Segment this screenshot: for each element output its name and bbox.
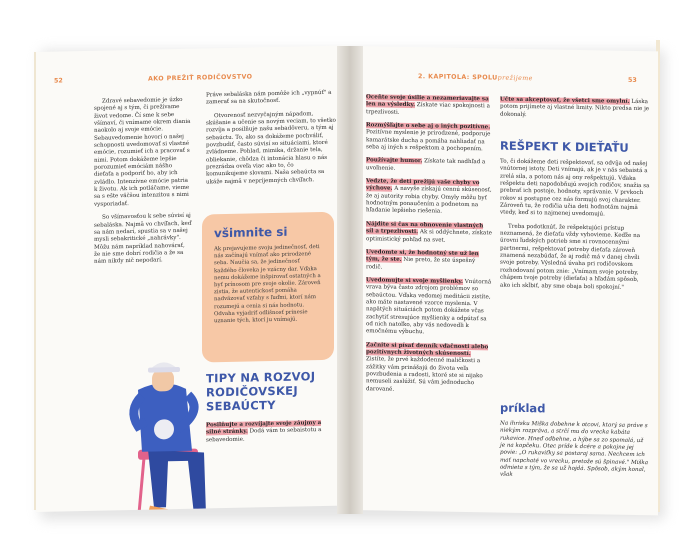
section-title: REŠPEKT K DIEŤAŤU [500,138,629,155]
right-page-number: 53 [628,76,637,84]
paragraph: Otvorenosť nezvyčajným nápadom, skúšanie a učenie sa novým veciam, to všetko rozvíja a posilňuje našu sebadôveru, a tým aj sebaúctu. To, ako sa dokážeme pochváliť, povzbudiť, často súvisí so situáciami, ktoré zvládneme. Pohlad, mimika, držanie tela, obliekanie, chôdza či intonácia hlasu o nás prezrádza oveľa viac ako to, čo komunikujeme slovami. Naša sebaúcta sa ukáže najmä v nepríjemných chvíľach. [206,110,336,186]
paragraph: So všímavosťou k sebe súvisí aj sebaláska. Najmä vo chvíľach, keď sa nám nedarí, spustia sa v našej mysli sebakritické „nahrávky". Môžu nám napríklad nahovárať, že nie sme dobrí rodičia a že sa nám nikdy nič nepodarí. [94,212,192,266]
right-running-head-bold: 2. KAPITOLA: SPOLU [418,73,498,82]
tip-item: Oceňte svoje úsilie a nezameriavajte sa len na výsledky. Získate viac spokojnosti a trpezlivosti. [366,94,490,116]
right-column-2-lead [500,97,650,122]
left-column-1 [94,97,192,273]
tip-item: Rozmýšľajte o sebe aj o iných pozitívne. Pozitívne myslenie je prirodzené, podporuje kamarátske ducha a pomáha nahliadať na seba aj iných s rešpektom a pochopením. [366,122,491,153]
right-running-head-italic: prežijeme [497,74,533,83]
tip-item: Používajte humor. Získate tak nadhľad a uvoľnenie. [366,157,486,172]
tip-item: Začnite si písať denník vďačnosti alebo pozitívnych životných skúseností. Zistíte, že prvé každodenné maličkosti a zážitky vám prinášajú do života veľa povzbudenia a radosti, ktoré ste si nijako nemuseli zaslúžiť. Sú vám jednoducho darované. [366,341,489,393]
notice-box-title: všimnite si [214,224,288,241]
accept-lead-rest: Láska potom prijímete aj vlastné limity. Nikto predsa nie je dokonalý. [500,98,650,118]
parent-illustration [108,328,228,512]
tips-lead-highlight: Posilňujte a rozvíjajte svoje záujmy a silné stránky. [206,420,322,436]
paragraph: Práve sebaláska nám pomôže ich „vypnúť" a zamerať sa na skutočnosť. [206,89,332,106]
notice-box-text: Ak prejavujeme svoju jedinečnosť, deti nás začínajú vnímať ako prirodzené seba. Naučia sa, že jedinečnosť každého človeka je vzácny dar. Vďaka nemu dokážeme inšpirovať ostatných a byť prínosom pre svoje okolie. Zároveň zistia, že autentickosť pomáha nadväzovať vzťahy s ľuďmi, ktorí nám rozumejú a cenia si nás hodnotu. Odvaha vyjadriť odlišnosť prinesie uznanie tých, ktorí ju vnímajú. [214,244,321,325]
tip-item: Nájdite si čas na obnovenie vlastných síl a trpezlivosti. Ak si oddýchnete, získate optimistický pohľad na svet. [366,221,492,244]
right-running-head [418,73,533,82]
right-page [352,46,658,515]
tips-lead-rest: Dodá vám to sebaistotu a sebavedomie. [206,427,322,444]
section-text [500,159,650,298]
left-page-number: 52 [54,77,63,85]
example-text: Na ihrisku Miška dobehne k otcovi, ktorý sa práve s niekým rozpráva, a strčí mu do vrecka kabáta rukavice. Hneď odbehne, a hýbe sa zo spomalá, už je na kopčeku. Otec príde k dcére a pokojne jej povie: „O rukaviťky sa postaraj sama. Nechcem ich mať napchaté vo vrecku, pretože sú špinavé." Miška odmieta s tým, že sa už hojdá. Spôsob, akým konal, však [500,420,649,479]
paragraph: To, či dokážeme deti rešpektovať, sa odvíja od našej vnútornej istoty. Deti vnímajú, ak je v nás sebaistá a zrelá sila, a potom nás aj ony rešpektujú. Vďaka rešpektu deti napodobňujú svojich rodičov, snažia sa prebrať ich postoje, hodnoty, správanie. V prvkoch rokov si postupne cez nás formujú svoj charakter. Zároveň tu, že rodičia učia deti hodnotám najmä vtedy, keď si to najmenej uvedomujú. [500,158,650,218]
paragraph: Treba podotknúť, že rešpektujúci prístup neznamená, že dieťaťu vždy vyhovieme. Keďže na úrovni ľudských potrieb sme si rovnocennými partnermi, rešpektovať potreby dieťaťa zároveň znamená nezabúdať, že aj rodič má v danej chvíli svoje potreby. Výsledná úvaha pri rodičovskom rozhodovaní potom znie: „Vnímam svoje potreby, chápem tvoje potreby (dieťaťa) a hľadám spôsob, ako ich skĺbiť, aby sme obaja boli spokojní." [500,223,641,291]
left-page [36,45,348,512]
book-spine [337,46,363,514]
tip-item: Vedzte, že deti prežijú vaše chyby vo výchove. A navyše získajú cennú skúsenosť, že aj autority robia chyby. Omyly môžu byť hodnotným ponaučením a podnetom na hľadanie lepšieho riešenia. [366,178,492,216]
example-title: príklad [500,400,546,416]
accept-lead-highlight: Učte sa akceptovať, že všetci sme omylní. [500,96,630,105]
tips-heading: TIPY NA ROZVOJ RODIČOVSKEJ SEBAÚCTY [206,369,316,414]
tip-item: Uvedomujte si svoje myšlienky. Vnútorná vrava býva často zdrojom problémov so sebaúctou. Vďaka vedomej meditácii zistíte, ako máte nastavené vzorce myslenia. V napätých situáciách potom dokážete včas zachytiť stresujúce myšlienky a odpútať sa od nich natoľko, aby vás nedovedli k emočnému výbuchu. [366,277,492,336]
right-column-1 [366,94,492,401]
tip-item: Uvedomte si, že hodnotný ste už len tým, že ste. Nie preto, že ste úspešný rodič. [366,249,479,271]
left-column-2 [206,90,336,193]
left-running-head: AKO PREŽIŤ RODIČOVSTVO [148,73,253,83]
paragraph: Zdravé sebavedomie je úzko spojené aj s tým, či prežívame život vedome. Čí sme k sebe všímaví, či vnímame okrem diania naokolo aj svoje emócie. Sebauvedomenie hovorí o našej schopnosti uvedomovať si vlastné emócie, rozumieť ich a pracovať s nimi. Potom dokážeme lepšie porozumieť emóciám nášho dieťaťa a podporiť ho, aby ich zvládlo. Intenzívne emócie patria k životu. Ak ich potláčame, vieme sa s ešte väčšou intenzitou s nimi vysporiadať. [94,96,191,208]
